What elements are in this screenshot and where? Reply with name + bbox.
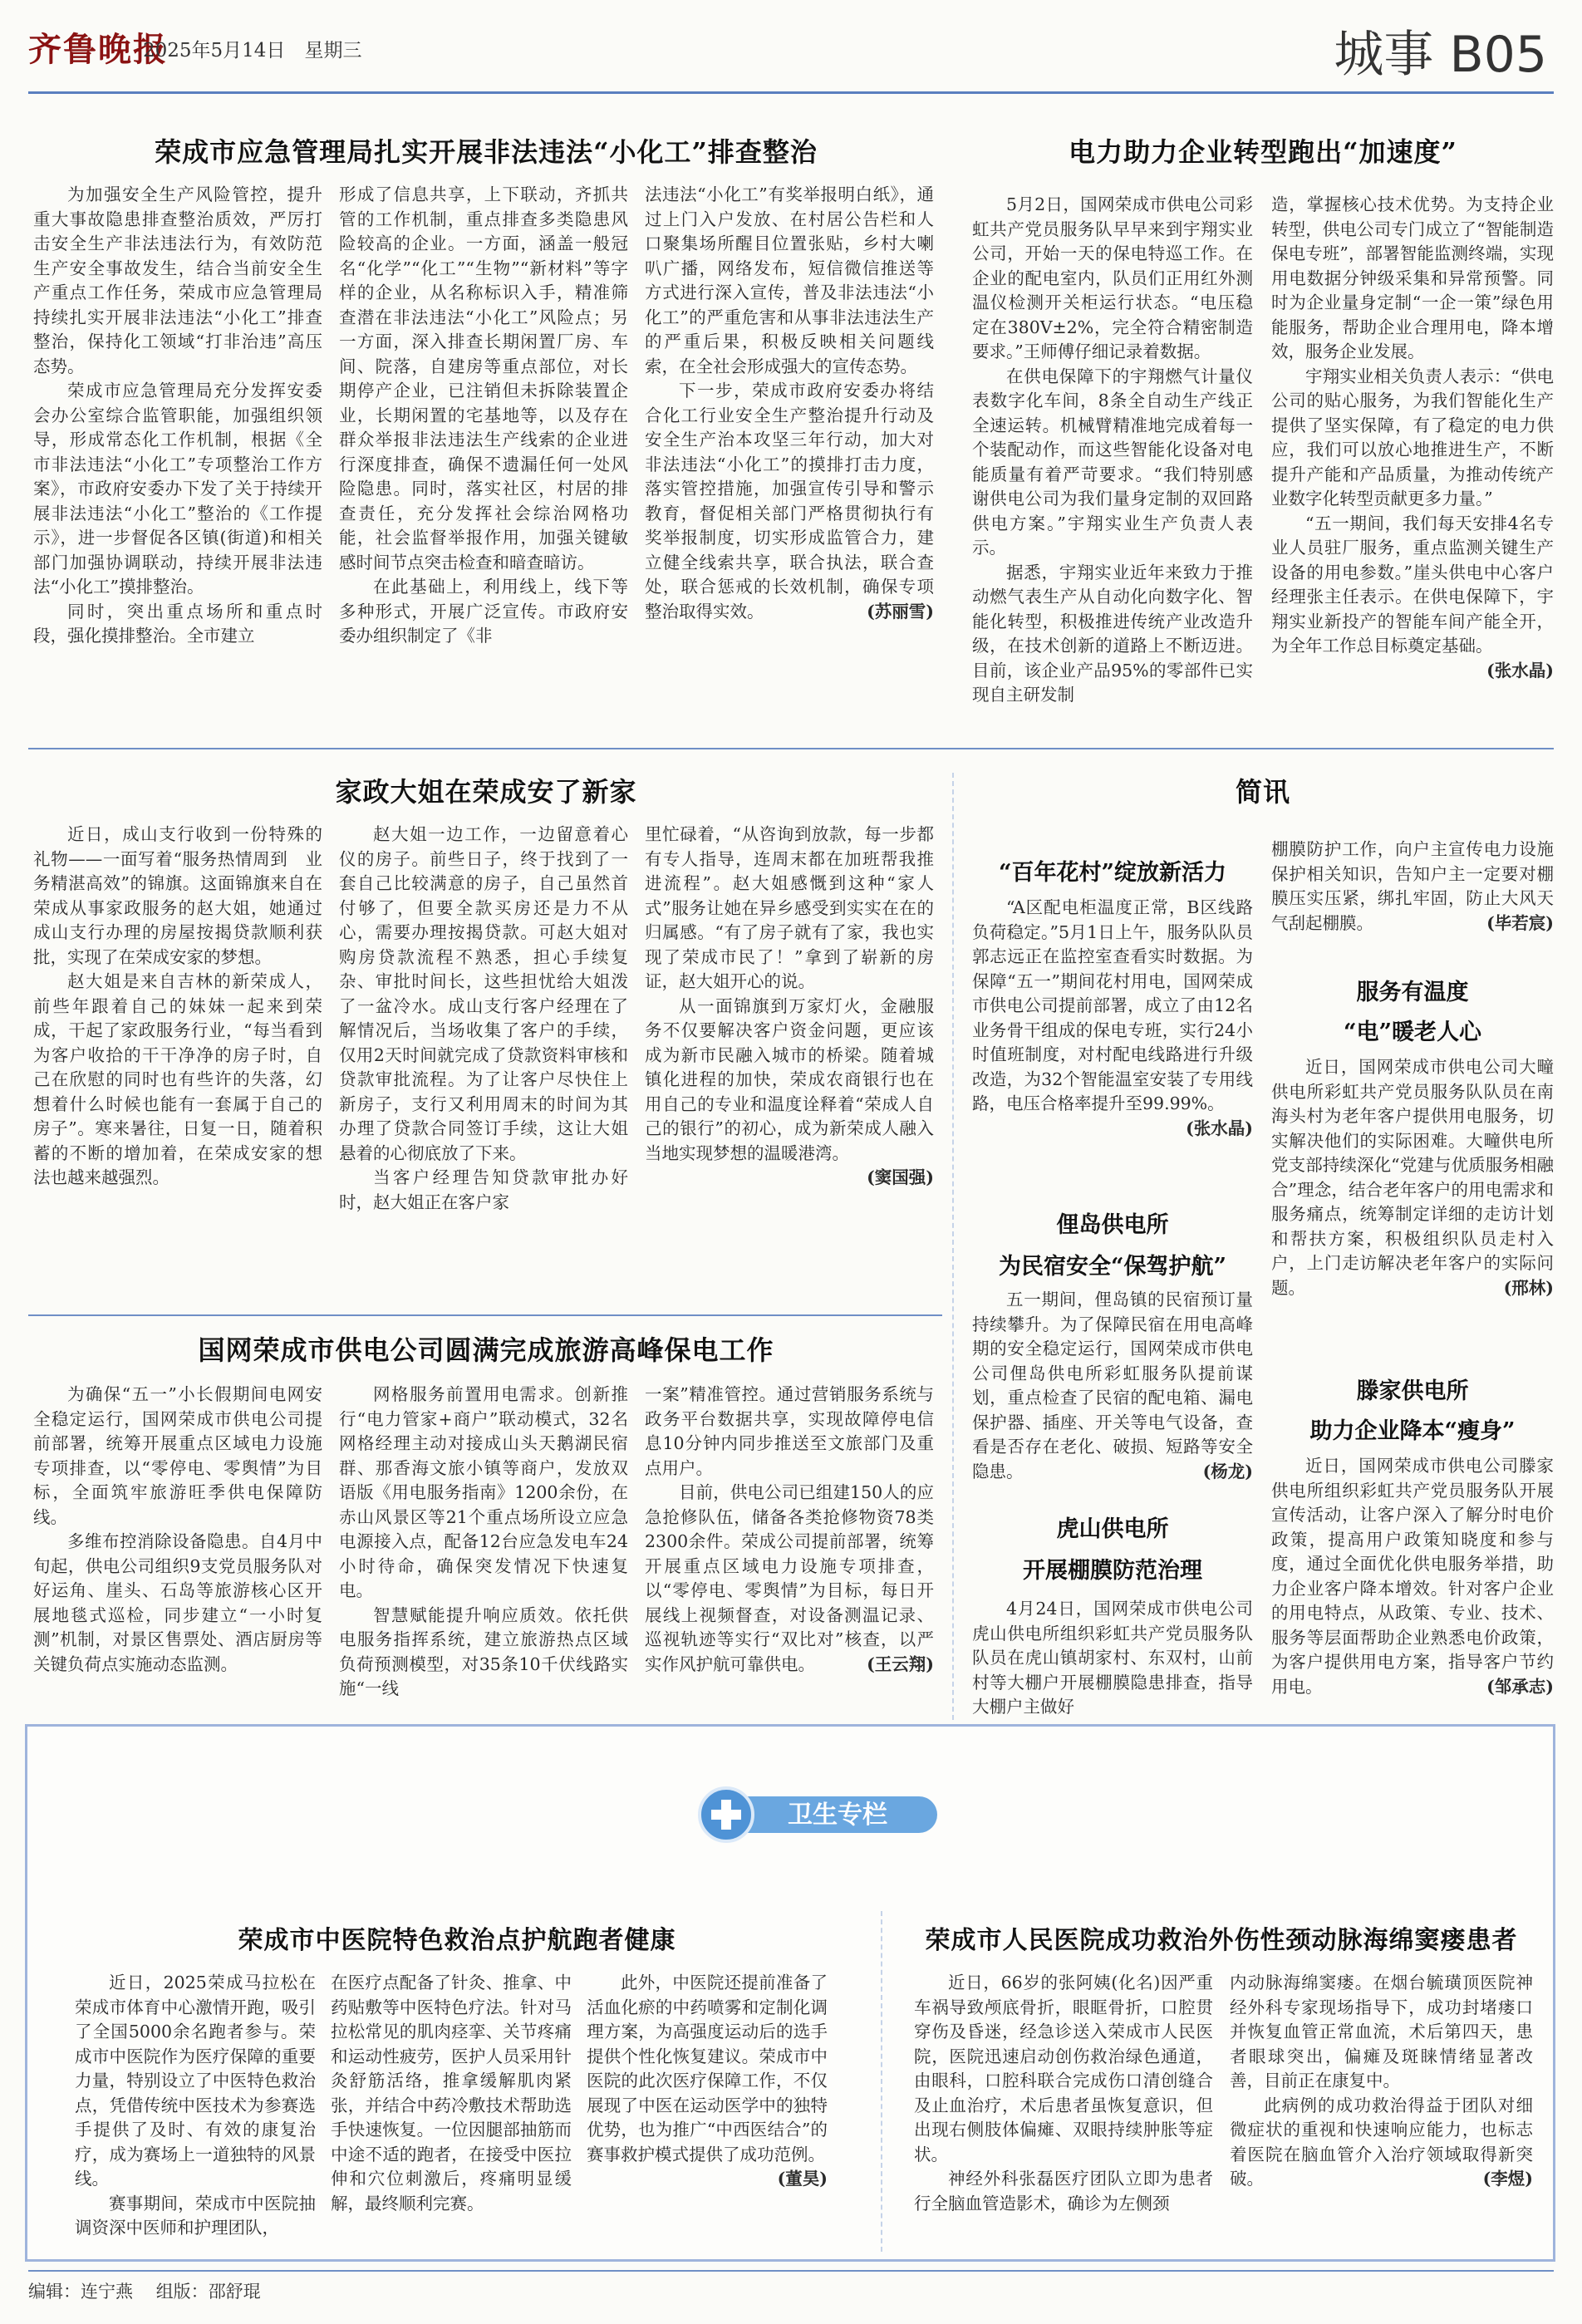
- paragraph: 一案”精准管控。通过营销服务系统与政务平台数据共享，实现故障停电信息10分钟内同步推送至文旅部门及重点用户。: [645, 1384, 934, 1478]
- paragraph: 在供电保障下的宇翔燃气计量仪表数字化车间，8条全自动生产线正全速运转。机械臂精准地完成着每一个装配动作，而这些智能化设备对电能质量有着严苛要求。“我们特别感谢供电公司为我们量身定制的双回路供电方案。”宇翔实业生产负责人表示。: [972, 366, 1253, 558]
- article1-col1: [33, 183, 322, 731]
- paragraph: 同时，突出重点场所和重点时段，强化摸排整治。全市建立: [33, 601, 322, 646]
- paragraph: [972, 896, 1253, 1138]
- paragraph: 近日，2025荣成马拉松在荣成市体育中心激情开跑，吸引了全国5000余名跑者参与。荣成市中医院作为医疗保障的重要力量，特别设立了中医特色救治点，凭借传统中医技术为参赛选手提供了及时、有效的康复治疗，成为赛场上一道独特的风景线。: [75, 1973, 316, 2189]
- paragraph: 赵大姐是来自吉林的新荣成人，前些年跟着自己的妹妹一起来到荣成，干起了家政服务行业，“每当看到为客户收拾的干干净净的房子时，自己在欣慰的同时也有些许的失落，幻想着什么时候也能有一套属于自己的房子”。寒来暑往，日复一日，随着积蓄的不断的增加着，在荣成安家的想法也越来越强烈。: [33, 971, 322, 1187]
- paragraph: 为加强安全生产风险管控，提升重大事故隐患排查整治质效，严厉打击安全生产非法违法行为，有效防范生产安全事故发生，结合当前安全生产重点工作任务，荣成市应急管理局持续扎实开展非法违法“小化工”排查整治，保持化工领域“打非治违”高压态势。: [33, 184, 322, 376]
- paragraph: 神经外科张磊医疗团队立即为患者行全脑血管造影术，确诊为左侧颈: [914, 2169, 1213, 2213]
- article6-title: 荣成市人民医院成功救治外伤性颈动脉海绵窦瘘患者: [925, 1926, 1518, 1955]
- byline: (张水晶): [1186, 1118, 1253, 1138]
- paragraph: [645, 379, 934, 624]
- article3-col3: [645, 823, 934, 1304]
- paragraph: 形成了信息共享，上下联动，齐抓共管的工作机制，重点排查多类隐患风险较高的企业。一方面，涵盖一般冠名“化学”“化工”“生物”“新材料”等字样的企业，从名称标识入手，精准筛查潜在非法违法“小化工”风险点；另一方面，深入排查长期闲置厂房、车间、院落，自建房等重点部位，对长期停产企业，已注销但未拆除装置企业，长期闲置的宅基地等，以及存在群众举报非法违法生产线索的企业进行深度排查，确保不遗漏任何一处风险隐患。同时，落实社区，村居的排查责任，充分发挥社会综治网格功能，社会监督举报作用，加强关键敏感时间节点突击检查和暗查暗访。: [339, 184, 628, 572]
- paragraph-text: 棚膜防护工作，向户主宣传电力设施保护相关知识，告知户主一定要对棚膜压实压紧，绑扎牢固，防止大风天气刮起棚膜。: [1271, 839, 1554, 933]
- paragraph: [972, 1288, 1253, 1484]
- section-name: 城事: [1334, 26, 1434, 84]
- article4-col1: [33, 1383, 322, 1732]
- article2-title: 电力助力企业转型跑出“加速度”: [1069, 136, 1457, 168]
- paragraph-text: 近日，国网荣成市供电公司滕家供电所组织彩虹共产党员服务队开展宣传活动，让客户深入了解分时电价政策，提高用户政策知晓度和参与度，通过全面优化供电服务举措，助力企业客户降本增效。针对客户企业的用电特点，从政策、专业、技术、服务等层面帮助企业熟悉电价政策，为客户提供用电方案，指导客户节约用电。: [1271, 1456, 1554, 1697]
- article1-col3: [645, 183, 934, 731]
- brief4-title: 服务有温度: [1356, 980, 1469, 1005]
- paragraph-text: 近日，国网荣成市供电公司大疃供电所彩虹共产党员服务队队员在南海头村为老年客户提供用电服务，切实解决他们的实际困难。大疃供电所党支部持续深化“党建与优质服务相融合”理念，结合老年客户的用电需求和服务痛点，统筹制定详细的走访计划和帮扶方案，积极组织队员走村入户，上门走访解决老年客户的实际问题。: [1271, 1057, 1554, 1298]
- paragraph-text: “五一期间，我们每天安排4名专业人员驻厂服务，重点监测关键生产设备的用电参数。”崖头供电中心客户经理张主任表示。在供电保障下，宇翔实业新投产的智能车间产能全开，为全年工作总目标奠定基础。: [1271, 513, 1554, 656]
- brief3-title: 开展棚膜防范治理: [1023, 1558, 1202, 1584]
- brief5-title: 助力企业降本“瘦身”: [1309, 1418, 1516, 1444]
- brief2-unit: 俚岛供电所: [1056, 1212, 1169, 1238]
- brief2-body: [972, 1288, 1253, 1521]
- brief5-unit: 滕家供电所: [1356, 1378, 1469, 1404]
- paragraph-text: 此外，中医院还提前准备了活血化瘀的中药喷雾和定制化调理方案，为高强度运动后的选手提供个性化恢复建议。荣成市中医院的此次医疗保障工作，不仅展现了中医在运动医学中的独特优势，也为推广“中西医结合”的赛事救护模式提供了成功范例。: [587, 1973, 828, 2164]
- paragraph: 据悉，宇翔实业近年来致力于推动燃气表生产从自动化向数字化、智能化转型，积极推进传统产业改造升级，在技术创新的道路上不断迈进。目前，该企业产品95%的零部件已实现自主研发制: [972, 562, 1253, 705]
- header-rule: [28, 91, 1554, 94]
- paragraph: 赛事期间，荣成市中医院抽调资深中医师和护理团队，: [75, 2193, 316, 2238]
- cross-horizontal: [711, 1810, 741, 1820]
- article4-col2: [339, 1383, 628, 1732]
- article5-col2: [331, 1971, 572, 2253]
- article4-col3: [645, 1383, 934, 1732]
- date-text: 2025年5月14日: [143, 40, 286, 61]
- article6-col1: [914, 1971, 1213, 2253]
- paragraph: 内动脉海绵窦瘘。在烟台毓璜顶医院神经外科专家现场指导下，成功封堵瘘口并恢复血管正常血流，术后第四天，患者眼球突出，偏瘫及斑睐情绪显著改善，目前正在康复中。: [1230, 1973, 1533, 2091]
- paragraph: 赵大姐一边工作，一边留意着心仪的房子。前些日子，终于找到了一套自己比较满意的房子，自己虽然首付够了，但要全款买房还是力不从心，需要办理按揭贷款。可赵大姐对购房贷款流程不熟悉，担心手续复杂、审批时间长，这些担忧给大姐泼了一盆冷水。成山支行客户经理在了解情况后，当场收集了客户的手续，仅用2天时间就完成了贷款资料审核和贷款审批流程。为了让客户尽快住上新房子，支行又利用周末的时间为其办理了贷款合同签订手续，这让大姐悬着的心彻底放了下来。: [339, 824, 628, 1163]
- paragraph: [1271, 1454, 1554, 1699]
- article5-title: 荣成市中医院特色救治点护航跑者健康: [238, 1926, 676, 1955]
- paragraph-text: 此病例的成功救治得益于团队对细微症状的重视和快速响应能力，也标志着医院在脑血管介入治疗领域取得新突破。: [1230, 2095, 1533, 2189]
- article2-col2: [1271, 193, 1554, 737]
- article3-col2: [339, 823, 628, 1304]
- column-divider: [952, 773, 954, 1720]
- layout-name: 邵舒琨: [208, 2282, 261, 2302]
- brief1-body: [972, 896, 1253, 1245]
- paragraph: 4月24日，国网荣成市供电公司虎山供电所组织彩虹共产党员服务队队员在虎山镇胡家村、东双村，山前村等大棚户开展棚膜隐患排查，指导大棚户主做好: [972, 1599, 1253, 1717]
- editor-label: 编辑：: [28, 2282, 81, 2302]
- paragraph: 法违法“小化工”有奖举报明白纸》，通过上门入户发放、在村居公告栏和人口聚集场所醒目位置张贴，乡村大喇叭广播，网络发布，短信微信推送等方式进行深入宣传，普及非法违法“小化工”的严重危害和从事非法违法生产的严重后果，积极反映相关问题线索，在全社会形成强大的宣传态势。: [645, 184, 934, 376]
- paragraph-text: 从一面锦旗到万家灯火，金融服务不仅要解决客户资金问题，更应该成为新市民融入城市的桥梁。随着城镇化进程的加快，荣成农商银行也在用自己的专业和温度诠释着“荣成人自己的银行”的初心，成为新荣成人融入当地实现梦想的温暖港湾。: [645, 995, 934, 1163]
- brief3-unit: 虎山供电所: [1056, 1516, 1169, 1542]
- article5-col3: [587, 1971, 828, 2253]
- page-number: B05: [1449, 26, 1547, 84]
- article5-col1: [75, 1971, 316, 2253]
- paragraph: [645, 995, 934, 1187]
- paragraph: 宇翔实业相关负责人表示：“供电公司的贴心服务，为我们智能化生产提供了坚实保障，有了稳定的电力供应，我们可以放心地推进生产，不断提升产能和产品质量，为推动传统产业数字化转型贡献更多力量。”: [1271, 366, 1554, 509]
- paragraph: 里忙碌着，“从咨询到放款，每一步都有专人指导，连周末都在加班帮我推进流程”。赵大姐感慨到这种“家人式”服务让她在异乡感受到实实在在的归属感。“有了房子就有了家，我也实现了荣成市民了！”拿到了崭新的房证，赵大姐开心的说。: [645, 824, 934, 991]
- byline: (董昊): [777, 2169, 828, 2189]
- brief4-subtitle: “电”暖老人心: [1343, 1020, 1482, 1045]
- layout-label: 组版：: [155, 2282, 209, 2302]
- paragraph: 在医疗点配备了针灸、推拿、中药贴敷等中医特色疗法。针对马拉松常见的肌肉痉挛、关节疼痛和运动性疲劳，医护人员采用针灸舒筋活络，推拿缓解肌肉紧张，并结合中药冷敷技术帮助选手快速恢复。一位因腿部抽筋而中途不适的跑者，在接受中医拉伸和穴位刺激后，疼痛明显缓解，最终顺利完赛。: [331, 1973, 572, 2213]
- paragraph-text: 五一期间，俚岛镇的民宿预订量持续攀升。为了保障民宿在用电高峰期的安全稳定运行，国网荣成市供电公司俚岛供电所彩虹服务队提前谋划，重点检查了民宿的配电箱、漏电保护器、插座、开关等电气设备，查看是否存在老化、破损、短路等安全隐患。: [972, 1290, 1253, 1481]
- brief4-body: [1271, 1055, 1554, 1363]
- brief3-body-cont: [1271, 838, 1554, 962]
- byline: (邢林): [1503, 1277, 1554, 1298]
- footer-credits: [28, 2278, 261, 2303]
- byline: (张水晶): [1486, 660, 1554, 680]
- column-divider: [881, 1911, 882, 2252]
- briefs-title: 简讯: [1235, 776, 1290, 808]
- paragraph: 智慧赋能提升响应质效。依托供电服务指挥系统，建立旅游热点区域负荷预测模型，对35条10千伏线路实施“一线: [339, 1604, 628, 1698]
- byline: (李煜): [1482, 2169, 1533, 2189]
- paragraph: 荣成市应急管理局充分发挥安委会办公室综合监管职能，加强组织领导，形成常态化工作机制，根据《全市非法违法“小化工”专项整治工作方案》，市政府安委办下发了关于持续开展非法违法“小化工”整治的《工作提示》，进一步督促各区镇(街道)和相关部门加强协调联动，持续开展非法违法“小化工”摸排整治。: [33, 381, 322, 597]
- paragraph: 为确保“五一”小长假期间电网安全稳定运行，国网荣成市供电公司提前部署，统筹开展重点区域电力设施专项排查，以“零停电、零舆情”为目标，全面筑牢旅游旺季供电保障防线。: [33, 1384, 322, 1527]
- article3-title: 家政大姐在荣成安了新家: [335, 776, 637, 808]
- byline: (窦国强): [867, 1167, 934, 1187]
- paragraph: [1271, 1055, 1554, 1300]
- brief3-body: [972, 1597, 1253, 1722]
- brief5-body: [1271, 1454, 1554, 1720]
- section-label: [1334, 15, 1547, 86]
- footer-rule: [28, 2270, 1554, 2272]
- paragraph: [1230, 2094, 1533, 2192]
- paragraph-text: “A区配电柜温度正常，B区线路负荷稳定。”5月1日上午，服务队队员郭志远正在监控室查看实时数据。为保障“五一”期间花村用电，国网荣成市供电公司提前部署，成立了由12名业务骨干组成的保电专班，实行24小时值班制度，对村配电线路进行升级改造，为32个智能温室安装了专用线路，电压合格率提升至99.99%。: [972, 897, 1253, 1113]
- brief1-title: “百年花村”绽放新活力: [998, 860, 1227, 886]
- paragraph: [1271, 512, 1554, 680]
- masthead: 齐鲁晚报: [28, 30, 168, 69]
- article3-col1: [33, 823, 322, 1304]
- article6-col2: [1230, 1971, 1533, 2253]
- divider: [28, 748, 1554, 749]
- divider: [28, 1314, 942, 1316]
- byline: (苏丽雪): [867, 601, 934, 622]
- paragraph: [1271, 838, 1554, 936]
- paragraph: [587, 1971, 828, 2189]
- issue-date: [143, 35, 361, 62]
- brief2-title: 为民宿安全“保驾护航”: [998, 1254, 1227, 1280]
- article4-title: 国网荣成市供电公司圆满完成旅游高峰保电工作: [198, 1334, 774, 1366]
- health-banner: [696, 1785, 946, 1845]
- byline: (杨龙): [1202, 1461, 1253, 1481]
- paragraph: 造，掌握核心技术优势。为支持企业转型，供电公司专门成立了“智能制造保电专班”，部署智能监测终端，实现用电数据分钟级采集和异常预警。同时为企业量身定制“一企一策”绿色用能服务，帮助企业合理用电，降本增效，服务企业发展。: [1271, 194, 1554, 361]
- paragraph-text: 下一步，荣成市政府安委办将结合化工行业安全生产整治提升行动及安全生产治本攻坚三年行动，加大对非法违法“小化工”的摸排打击力度，落实管控措施，加强宣传引导和警示教育，督促相关部门严格贯彻执行有奖举报制度，切实形成监管合力，建立健全线索共享，联合执法，联合查处，联合惩戒的长效机制，确保专项整治取得实效。: [645, 381, 934, 622]
- article1-title: 荣成市应急管理局扎实开展非法违法“小化工”排查整治: [155, 136, 818, 168]
- byline: (毕若宸): [1486, 912, 1554, 933]
- article2-col1: [972, 193, 1253, 737]
- paragraph: 5月2日，国网荣成市供电公司彩虹共产党员服务队早早来到宇翔实业公司，开始一天的保电特巡工作。在企业的配电室内，队员们正用红外测温仪检测开关柜运行状态。“电压稳定在380V±2%，完全符合精密制造要求。”王师傅仔细记录着数据。: [972, 194, 1253, 361]
- paragraph: 近日，成山支行收到一份特殊的礼物——一面写着“服务热情周到 业务精湛高效”的锦旗。这面锦旗来自在荣成从事家政服务的赵大姐，她通过成山支行办理的房屋按揭贷款顺利获批，实现了在荣成安家的梦想。: [33, 824, 322, 967]
- paragraph: 当客户经理告知贷款审批办好时，赵大姐正在客户家: [339, 1167, 628, 1212]
- banner-text: 卫生专栏: [788, 1801, 887, 1830]
- paragraph: 网格服务前置用电需求。创新推行“电力管家+商户”联动模式，32名网格经理主动对接成山头天鹅湖民宿群、那香海文旅小镇等商户，发放双语版《用电服务指南》1200余份，在赤山风景区等21个重点场所设立应急电源接入点，配备12台应急发电车24小时待命，确保突发情况下快速复电。: [339, 1384, 628, 1600]
- paragraph: [645, 1481, 934, 1677]
- article1-col2: [339, 183, 628, 731]
- paragraph: 近日，66岁的张阿姨(化名)因严重车祸导致颅底骨折，眼眶骨折，口腔贯穿伤及昏迷，经急诊送入荣成市人民医院，医院迅速启动创伤救治绿色通道，由眼科，口腔科联合完成伤口清创缝合及止血治疗，术后患者虽恢复意识，但出现右侧肢体偏瘫、双眼持续肿胀等症状。: [914, 1973, 1213, 2164]
- byline: (邹承志): [1486, 1676, 1554, 1697]
- weekday-text: 星期三: [304, 40, 362, 61]
- editor-name: 连宁燕: [81, 2282, 133, 2302]
- paragraph-text: 目前，供电公司已组建150人的应急抢修队伍，储备各类抢修物资78类2300余件。荣成公司提前部署，统筹开展重点区域电力设施专项排查，以“零停电、零舆情”为目标，每日开展线上视频督查，对设备测温记录、巡视轨迹等实行“双比对”核查，以严实作风护航可靠供电。: [645, 1482, 934, 1674]
- byline: (王云翔): [867, 1653, 934, 1674]
- paragraph: 在此基础上，利用线上，线下等多种形式，开展广泛宣传。市政府安委办组织制定了《非: [339, 577, 628, 646]
- paragraph: 多维布控消除设备隐患。自4月中旬起，供电公司组织9支党员服务队对好运角、崖头、石岛等旅游核心区开展地毯式巡检，同步建立“一小时复测”机制，对景区售票处、酒店厨房等关键负荷点实施动态监测。: [33, 1531, 322, 1674]
